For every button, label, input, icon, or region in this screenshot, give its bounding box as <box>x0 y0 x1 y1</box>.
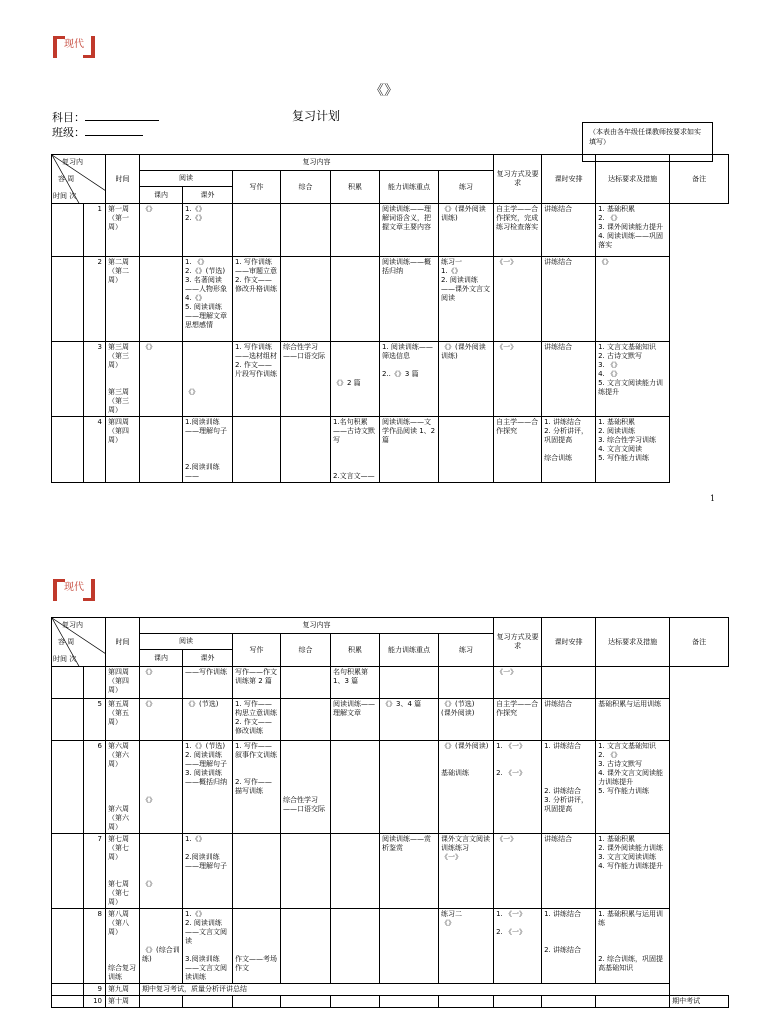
cell-text: 1. 文言文基础知识 2. 古诗文默写 3. 《》 4. 《》 5. 文言文阅读能力训练提升 <box>598 343 663 396</box>
week-number: 1 <box>84 204 106 257</box>
week-number: 10 <box>84 996 106 1008</box>
table-cell <box>233 996 281 1008</box>
corner-top-label: 复习内 <box>62 621 83 629</box>
table-cell <box>140 417 183 483</box>
cell-text: 1. 《一》 2. 《一》 <box>496 742 526 777</box>
table-cell <box>494 257 542 342</box>
cell-text: 综合性学习——口语交际 <box>283 796 325 813</box>
table-cell <box>331 417 380 483</box>
week-number: 5 <box>84 699 106 741</box>
table-cell <box>596 741 670 834</box>
exercise-header: 练习 <box>439 634 494 667</box>
table-cell <box>281 996 331 1008</box>
table-cell <box>281 204 331 257</box>
table-cell <box>281 741 331 834</box>
in-class-header: 课内 <box>140 650 183 667</box>
cell-text: 第九周 <box>108 985 129 993</box>
cell-text: 第三周（第三周） 第三周（第三周） <box>108 343 129 414</box>
table-cell <box>183 699 233 741</box>
corner-mid-label: 容 周 <box>58 638 75 646</box>
cell-text: 阅读训练——概括归纳 <box>382 258 431 275</box>
table-cell <box>380 667 439 699</box>
table-cell <box>233 417 281 483</box>
note-box: （本表由各年级任课教师按要求如实填写） <box>582 122 713 162</box>
cell-text: 第十周 <box>108 997 129 1005</box>
blank-cell <box>52 204 84 257</box>
subject-field <box>52 109 159 125</box>
table-cell <box>233 204 281 257</box>
blank-cell <box>52 909 84 984</box>
cell-text: 期中复习考试，质量分析评讲总结 <box>142 985 247 993</box>
cell-text: 课外文言文阅读训练练习 《一》 <box>441 835 490 861</box>
remarks-header: 备注 <box>670 155 729 204</box>
table-cell <box>542 667 596 699</box>
table-cell <box>439 699 494 741</box>
table-cell <box>542 417 596 483</box>
table-cell <box>380 834 439 909</box>
table-cell <box>439 996 494 1008</box>
table-row <box>52 984 729 996</box>
week-number: 9 <box>84 984 106 996</box>
cell-text: 1. 写作训练——选材组材 2. 作文——片段写作训练 <box>235 343 277 378</box>
table-cell <box>494 204 542 257</box>
content-header: 复习内容 <box>140 155 494 171</box>
method-header: 复习方式及要求 <box>494 618 542 667</box>
cell-text: 1. 写作——构思立意训练 2. 作文——修改训练 <box>235 700 277 735</box>
table-cell <box>281 417 331 483</box>
table-cell <box>106 834 140 909</box>
table-cell <box>233 342 281 417</box>
table-cell <box>380 257 439 342</box>
table-cell <box>596 257 670 342</box>
table-cell <box>183 741 233 834</box>
table-row <box>52 342 729 417</box>
table-cell <box>140 667 183 699</box>
table-cell <box>494 342 542 417</box>
table-cell <box>331 996 380 1008</box>
writing-header: 写作 <box>233 171 281 204</box>
table-cell <box>494 667 542 699</box>
corner-top-label: 复习内 <box>62 158 83 166</box>
table-cell <box>542 342 596 417</box>
table-cell <box>331 699 380 741</box>
table-cell <box>331 834 380 909</box>
table-cell <box>183 204 233 257</box>
cell-text: 1. 讲练结合 2. 讲练结合 <box>544 910 581 954</box>
cell-text: 1.《》(节选) 2. 阅读训练——理解句子 3. 阅读训练——概括归纳 <box>185 742 227 786</box>
cell-text: 《一》 <box>496 835 518 843</box>
cell-text: 1. 写作训练——审题立意 2. 作文——修改升格训练 <box>235 258 277 293</box>
cell-text: 阅读训练——文学作品阅读 1、2 篇 <box>382 418 436 444</box>
table-cell <box>542 996 596 1008</box>
cell-text: 讲练结合 <box>544 258 573 266</box>
schedule-table-page2 <box>51 617 729 1008</box>
table-cell <box>331 342 380 417</box>
table-cell <box>439 417 494 483</box>
corner-bottom-label: 时间 次 <box>53 655 77 663</box>
schedule-table-page1 <box>51 154 729 483</box>
cell-text: 讲练结合 <box>544 343 573 351</box>
extracurricular-header: 课外 <box>183 187 233 204</box>
cell-text: 1. 《一》 2. 《一》 <box>496 910 526 936</box>
cell-text: 名句积累第 1、3 篇 <box>333 668 368 685</box>
table-row <box>52 741 729 834</box>
cell-text: 《一》 <box>496 258 518 266</box>
table-cell <box>439 909 494 984</box>
table-cell <box>380 699 439 741</box>
plan-subtitle: 复习计划 <box>292 109 341 123</box>
table-cell <box>106 984 140 996</box>
cell-text: 第四周（第四周） <box>108 418 129 444</box>
table-cell <box>106 909 140 984</box>
cell-text: 1. 基础积累 2. 阅读训练 3. 综合性学习训练 4. 文言文阅读 5. 写作能力训练 <box>598 418 656 462</box>
week-number: 6 <box>84 741 106 834</box>
skill-header: 能力训练重点 <box>380 634 439 667</box>
cell-text: 第七周（第七周） 第七周（第七周） <box>108 835 129 906</box>
publisher-logo <box>52 33 96 61</box>
cell-text: 《》2 篇 <box>333 379 361 387</box>
table-cell <box>596 834 670 909</box>
table-cell <box>494 909 542 984</box>
table-cell <box>140 984 670 996</box>
week-number: 8 <box>84 909 106 984</box>
table-cell <box>233 909 281 984</box>
accumulation-header: 积累 <box>331 634 380 667</box>
cell-text: 《》 <box>142 205 156 213</box>
table-cell <box>281 834 331 909</box>
cell-text: ——写作训练 <box>185 668 227 676</box>
table-cell <box>140 909 183 984</box>
table-cell <box>281 699 331 741</box>
table-cell <box>542 741 596 834</box>
table-cell <box>233 699 281 741</box>
table-cell <box>140 996 183 1008</box>
table-row <box>52 834 729 909</box>
table-cell <box>380 204 439 257</box>
cell-text: 1.《》 2. 阅读训练——文言文阅读 3.阅读训练——文言文阅读训练 <box>185 910 227 981</box>
cell-text: 《》 <box>185 388 199 396</box>
in-class-header: 课内 <box>140 187 183 204</box>
time-header: 时间 <box>106 155 140 204</box>
cell-text: 作文——考场作文 <box>235 955 277 972</box>
method-header: 复习方式及要求 <box>494 155 542 204</box>
cell-text: 《》3、4 篇 <box>382 700 422 708</box>
table-cell <box>140 699 183 741</box>
cell-text: 《》(节选) <box>185 700 219 708</box>
cell-text: 1. 文言文基础知识 2. 《》 3. 古诗文默写 4. 课外文言文阅读能力训练提升 5. 写作能力训练 <box>598 742 663 795</box>
cell-text: 《》 <box>142 700 156 708</box>
table-cell <box>331 741 380 834</box>
table-cell <box>439 667 494 699</box>
cell-text: 第八周（第八周） 综合复习训练 <box>108 910 136 981</box>
cell-text: 《一》 <box>496 343 518 351</box>
subject-label: 科目： <box>52 111 85 124</box>
table-cell <box>439 741 494 834</box>
table-cell <box>106 342 140 417</box>
table-cell <box>596 699 670 741</box>
skill-header: 能力训练重点 <box>380 171 439 204</box>
table-cell <box>106 204 140 257</box>
cell-text: 讲练结合 <box>544 835 573 843</box>
svg-text:现代: 现代 <box>64 582 84 593</box>
cell-text: 综合性学习——口语交际 <box>283 343 325 360</box>
target-header: 达标要求及措施 <box>596 618 670 667</box>
table-cell <box>439 342 494 417</box>
table-cell <box>281 257 331 342</box>
table-cell <box>596 667 670 699</box>
table-cell <box>542 909 596 984</box>
hours-header: 课时安排 <box>542 618 596 667</box>
table-cell <box>233 834 281 909</box>
week-number: 4 <box>84 417 106 483</box>
cell-text: 1. 阅读训练——筛选信息 2..《》3 篇 <box>382 343 433 378</box>
table-cell <box>596 417 670 483</box>
page-number: 1 <box>710 494 716 503</box>
table-row <box>52 204 729 257</box>
cell-text: 《》 <box>142 668 156 676</box>
table-cell <box>542 699 596 741</box>
target-header: 达标要求及措施 <box>596 155 670 204</box>
cell-text: 1. 写作——叙事作文训练 2. 写作——描写训练 <box>235 742 277 795</box>
week-number: 3 <box>84 342 106 417</box>
table-row <box>52 417 729 483</box>
cell-text: 阅读训练——赏析鉴赏 <box>382 835 431 852</box>
table-cell <box>106 667 140 699</box>
cell-text: 第四周（第四周） <box>108 668 129 694</box>
cell-text: 第一周（第一周） <box>108 205 129 231</box>
table-cell <box>439 834 494 909</box>
cell-text: 1.阅读训练——理解句子 2.阅读训练—— <box>185 418 227 480</box>
cell-text: 《》 <box>142 343 156 351</box>
table-cell <box>542 204 596 257</box>
table-cell <box>183 417 233 483</box>
table-cell <box>106 996 140 1008</box>
cell-text: 《》(综合训练) <box>142 946 180 963</box>
cell-text: 《一》 <box>496 668 518 676</box>
integrated-header: 综合 <box>281 171 331 204</box>
cell-text: 《》 <box>142 796 156 804</box>
table-cell <box>494 834 542 909</box>
cell-text: 1. 基础积累 2. 《》 3. 课外阅读能力提升 4. 阅读训练——巩固落实 <box>598 205 663 249</box>
table-cell <box>331 667 380 699</box>
table-cell <box>596 909 670 984</box>
cell-text: 1.名句积累——古诗文默写 2.文言文—— <box>333 418 375 480</box>
exercise-header: 练习 <box>439 171 494 204</box>
cell-text: 自主学——合作探究 <box>496 418 539 435</box>
hours-header: 课时安排 <box>542 155 596 204</box>
cell-text: 阅读训练——理解文章 <box>333 700 375 717</box>
cell-text: 《》 <box>142 880 156 888</box>
table-cell <box>183 257 233 342</box>
table-cell <box>331 257 380 342</box>
cell-text: 1. 基础积累 2. 课外阅读能力训练 3. 文言文阅读训练 4. 写作能力训练提升 <box>598 835 663 870</box>
cell-text: 1. 讲练结合 2. 分析讲评，巩固提高 综合训练 <box>544 418 588 462</box>
table-cell <box>542 257 596 342</box>
table-cell <box>106 699 140 741</box>
cell-text: 《》(课外阅读训练) <box>441 343 486 360</box>
table-cell <box>233 741 281 834</box>
table-cell <box>494 741 542 834</box>
table-cell <box>439 257 494 342</box>
cell-text: 1.《》 2.《》 <box>185 205 206 222</box>
class-field <box>52 124 143 140</box>
table-cell <box>494 699 542 741</box>
cell-text: 自主学——合作探究 <box>496 700 539 717</box>
time-header: 时间 <box>106 618 140 667</box>
accumulation-header: 积累 <box>331 171 380 204</box>
cell-text: 《》 <box>598 258 613 266</box>
blank-cell <box>52 996 84 1008</box>
table-cell <box>106 741 140 834</box>
cell-text: 第二周（第二周） <box>108 258 129 284</box>
cell-text: 讲练结合 <box>544 205 573 213</box>
content-header: 复习内容 <box>140 618 494 634</box>
table-cell <box>281 667 331 699</box>
table-cell <box>494 996 542 1008</box>
table-cell <box>281 342 331 417</box>
table-cell <box>140 257 183 342</box>
reading-header: 阅读 <box>140 171 233 187</box>
cell-text: 写作——作文训练第 2 篇 <box>235 668 277 685</box>
table-cell <box>183 909 233 984</box>
table-cell <box>331 204 380 257</box>
table-cell <box>380 909 439 984</box>
table-row <box>52 909 729 984</box>
table-cell <box>183 996 233 1008</box>
blank-cell <box>52 342 84 417</box>
corner-header <box>52 155 106 204</box>
table-cell <box>183 342 233 417</box>
table-cell <box>106 417 140 483</box>
cell-text: 《》(课外阅读) 基础训练 <box>441 742 489 777</box>
table-cell <box>140 741 183 834</box>
integrated-header: 综合 <box>281 634 331 667</box>
cell-text: 《》(课外阅读训练) <box>441 205 486 222</box>
table-row <box>52 996 729 1008</box>
table-cell <box>106 257 140 342</box>
publisher-logo-page2 <box>52 576 96 604</box>
table-cell <box>183 834 233 909</box>
cell-text: 1. 基础积累与运用训练 2. 综合训练，巩固提高基础知识 <box>598 910 663 972</box>
class-label: 班级： <box>52 126 85 139</box>
corner-bottom-label: 时间 次 <box>53 192 77 200</box>
table-row <box>52 257 729 342</box>
table-cell <box>140 204 183 257</box>
blank-cell <box>52 984 84 996</box>
cell-text: 基础积累与运用训练 <box>598 700 662 708</box>
week-number: 2 <box>84 257 106 342</box>
document-title: 《》 <box>370 83 398 99</box>
corner-header <box>52 618 106 667</box>
cell-text: 第六周（第六周） 第六周（第六周） <box>108 742 129 831</box>
table-cell <box>233 667 281 699</box>
table-cell <box>380 996 439 1008</box>
table-cell <box>596 996 670 1008</box>
blank-cell <box>52 417 84 483</box>
table-cell <box>670 996 729 1008</box>
table-row <box>52 699 729 741</box>
blank-cell <box>52 741 84 834</box>
week-number: 7 <box>84 834 106 909</box>
table-cell <box>331 909 380 984</box>
table-cell <box>140 342 183 417</box>
blank-cell <box>52 834 84 909</box>
blank-cell <box>52 667 84 699</box>
cell-text: 1.《》 2.阅读训练——理解句子 <box>185 835 227 870</box>
cell-text: 练习一 1.《》 2. 阅读训练——课外文言文阅读 <box>441 258 490 302</box>
table-cell <box>542 834 596 909</box>
table-cell <box>140 834 183 909</box>
table-cell <box>183 667 233 699</box>
table-cell <box>380 741 439 834</box>
cell-text: 1. 讲练结合 2. 讲练结合 3. 分析讲评，巩固提高 <box>544 742 588 813</box>
cell-text: 讲练结合 <box>544 700 573 708</box>
table-cell <box>596 204 670 257</box>
table-cell <box>439 204 494 257</box>
cell-text: 《》(节选) (课外阅读) <box>441 700 475 717</box>
table-cell <box>380 417 439 483</box>
table-cell <box>281 909 331 984</box>
table-cell <box>233 257 281 342</box>
table-cell <box>596 342 670 417</box>
cell-text: 第五周（第五周） <box>108 700 129 726</box>
cell-text: 阅读训练——理解词语含义，把握文章主要内容 <box>382 205 431 231</box>
table-cell <box>494 417 542 483</box>
writing-header: 写作 <box>233 634 281 667</box>
table-cell <box>380 342 439 417</box>
svg-text:现代: 现代 <box>64 39 84 50</box>
corner-mid-label: 容 周 <box>58 175 75 183</box>
remarks-header: 备注 <box>670 618 729 667</box>
table-row <box>52 667 729 699</box>
cell-text: 期中考试 <box>672 997 701 1005</box>
blank-cell <box>52 699 84 741</box>
reading-header: 阅读 <box>140 634 233 650</box>
week-number <box>84 667 106 699</box>
extracurricular-header: 课外 <box>183 650 233 667</box>
blank-cell <box>52 257 84 342</box>
cell-text: 自主学——合作探究，完成练习检查落实 <box>496 205 539 231</box>
cell-text: 练习二 《》 <box>441 910 462 927</box>
cell-text: 1. 《》 2.《》(节选) 3. 名著阅读——人物形象 4.《》 5. 阅读训练——理解文章思想感情 <box>185 258 227 329</box>
